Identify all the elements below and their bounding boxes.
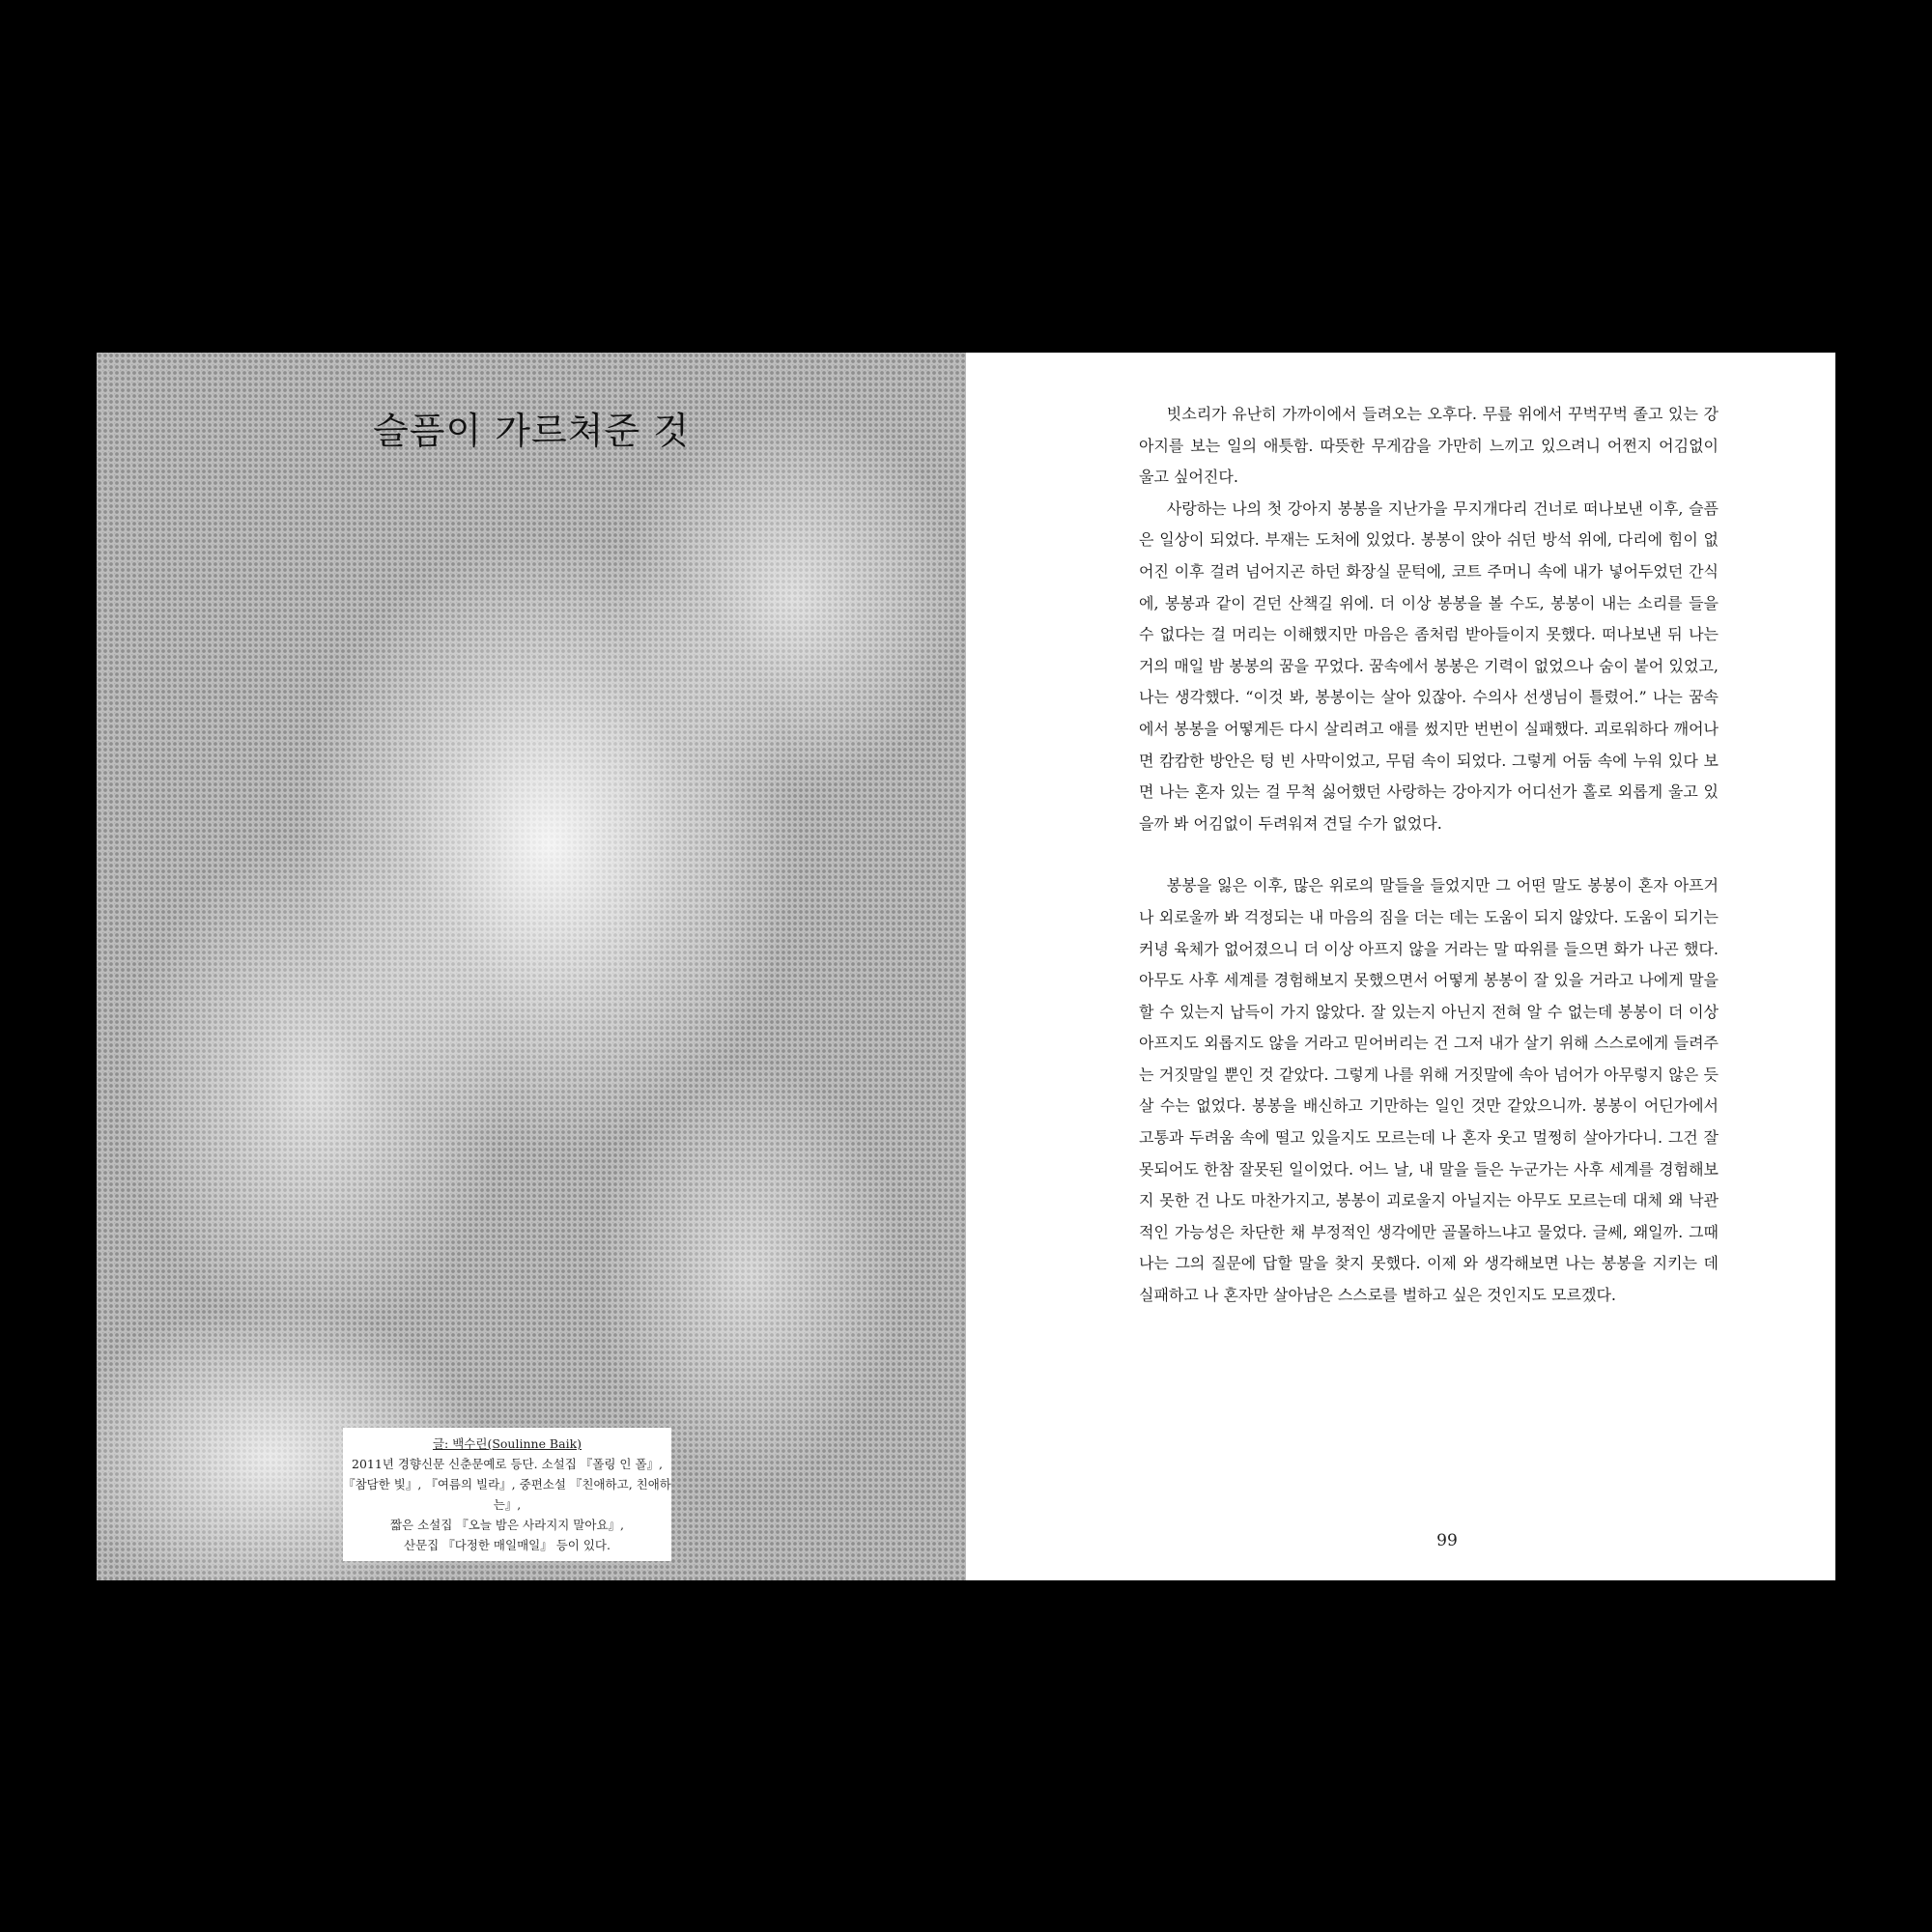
body-paragraph-3: 봉봉을 잃은 이후, 많은 위로의 말들을 들었지만 그 어떤 말도 봉봉이 혼자 아프거나 외로울까 봐 걱정되는 내 마음의 짐을 더는 데는 도움이 되지 않았다. 도움이 되기는커녕 육체가 없어졌으니 더 이상 아프지 않을 거라는 말 따위를 들으면 화가 나곤 했다. 아무도 사후 세계를 경험해보지 못했으면서 어떻게 봉봉이 잘 있을 거라고 나에게 말을 할 수 있는지 납득이 가지 않았다. 잘 있는지 아닌지 전혀 알 수 없는데 봉봉이 더 이상 아프지도 외롭지도 않을 거라고 믿어버리는 건 그저 내가 살기 위해 스스로에게 들려주는 거짓말일 뿐인 것 같았다. 그렇게 나를 위해 거짓말에 속아 넘어가 아무렇지 않은 듯 살 수는 없었다. 봉봉을 배신하고 기만하는 일인 것만 같았으니까. 봉봉이 어딘가에서 고통과 두려움 속에 떨고 있을지도 모르는데 나 혼자 웃고 멀쩡히 살아가다니. 그건 잘못되어도 한참 잘못된 일이었다. 어느 날, 내 말을 들은 누군가는 사후 세계를 경험해보지 못한 건 나도 마찬가지고, 봉봉이 괴로울지 아닐지는 아무도 모르는데 대체 왜 낙관적인 가능성은 차단한 채 부정적인 생각에만 골몰하느냐고 물었다. 글쎄, 왜일까. 그때 나는 그의 질문에 답할 말을 찾지 못했다. 이제 와 생각해보면 나는 봉봉을 지키는 데 실패하고 나 혼자만 살아남은 스스로를 벌하고 싶은 것인지도 모르겠다. (1139, 876, 1719, 1305)
author-bio-line: 산문집 『다정한 매일매일』 등이 있다. (404, 1538, 611, 1552)
body-paragraph-1: 빗소리가 유난히 가까이에서 들려오는 오후다. 무릎 위에서 꾸벅꾸벅 졸고 있는 강아지를 보는 일의 애틋함. 따뜻한 무게감을 가만히 느끼고 있으려니 어쩐지 어김없이 울고 싶어진다. (1139, 405, 1719, 487)
author-bio-line: 짧은 소설집 『오늘 밤은 사라지지 말아요』, (389, 1518, 625, 1532)
page-number: 99 (1436, 1531, 1458, 1550)
book-spread (97, 353, 1835, 1580)
chapter-title: 슬픔이 가르쳐준 것 (373, 410, 690, 452)
right-page (966, 353, 1835, 1580)
author-bio-line: 2011년 경향신문 신춘문예로 등단. 소설집 『폴링 인 폴』, (352, 1457, 663, 1471)
body-text (1139, 399, 1719, 1312)
body-paragraph-2: 사랑하는 나의 첫 강아지 봉봉을 지난가을 무지개다리 건너로 떠나보낸 이후, 슬픔은 일상이 되었다. 부재는 도처에 있었다. 봉봉이 앉아 쉬던 방석 위에, 다리에 힘이 없어진 이후 걸려 넘어지곤 하던 화장실 문턱에, 코트 주머니 속에 내가 넣어두었던 간식에, 봉봉과 같이 걷던 산책길 위에. 더 이상 봉봉을 볼 수도, 봉봉이 내는 소리를 들을 수 없다는 걸 머리는 이해했지만 마음은 좀처럼 받아들이지 못했다. 떠나보낸 뒤 나는 거의 매일 밤 봉봉의 꿈을 꾸었다. 꿈속에서 봉봉은 기력이 없었으나 숨이 붙어 있었고, 나는 생각했다. “이것 봐, 봉봉이는 살아 있잖아. 수의사 선생님이 틀렸어.” 나는 꿈속에서 봉봉을 어떻게든 다시 살리려고 애를 썼지만 번번이 실패했다. 괴로워하다 깨어나면 캄캄한 방안은 텅 빈 사막이었고, 무덤 속이 되었다. 그렇게 어둠 속에 누워 있다 보면 나는 혼자 있는 걸 무척 싫어했던 사랑하는 강아지가 어디선가 홀로 외롭게 울고 있을까 봐 어김없이 두려워져 견딜 수가 없었다. (1139, 498, 1719, 833)
left-page-halftone (97, 353, 966, 1580)
paragraph-spacer (1139, 839, 1719, 870)
author-credit-box (343, 1428, 671, 1561)
author-bio-line: 『참담한 빛』, 『여름의 빌라』, 중편소설 『친애하고, 친애하는』, (343, 1477, 671, 1512)
author-name: 글: 백수린(Soulinne Baik) (432, 1436, 582, 1451)
